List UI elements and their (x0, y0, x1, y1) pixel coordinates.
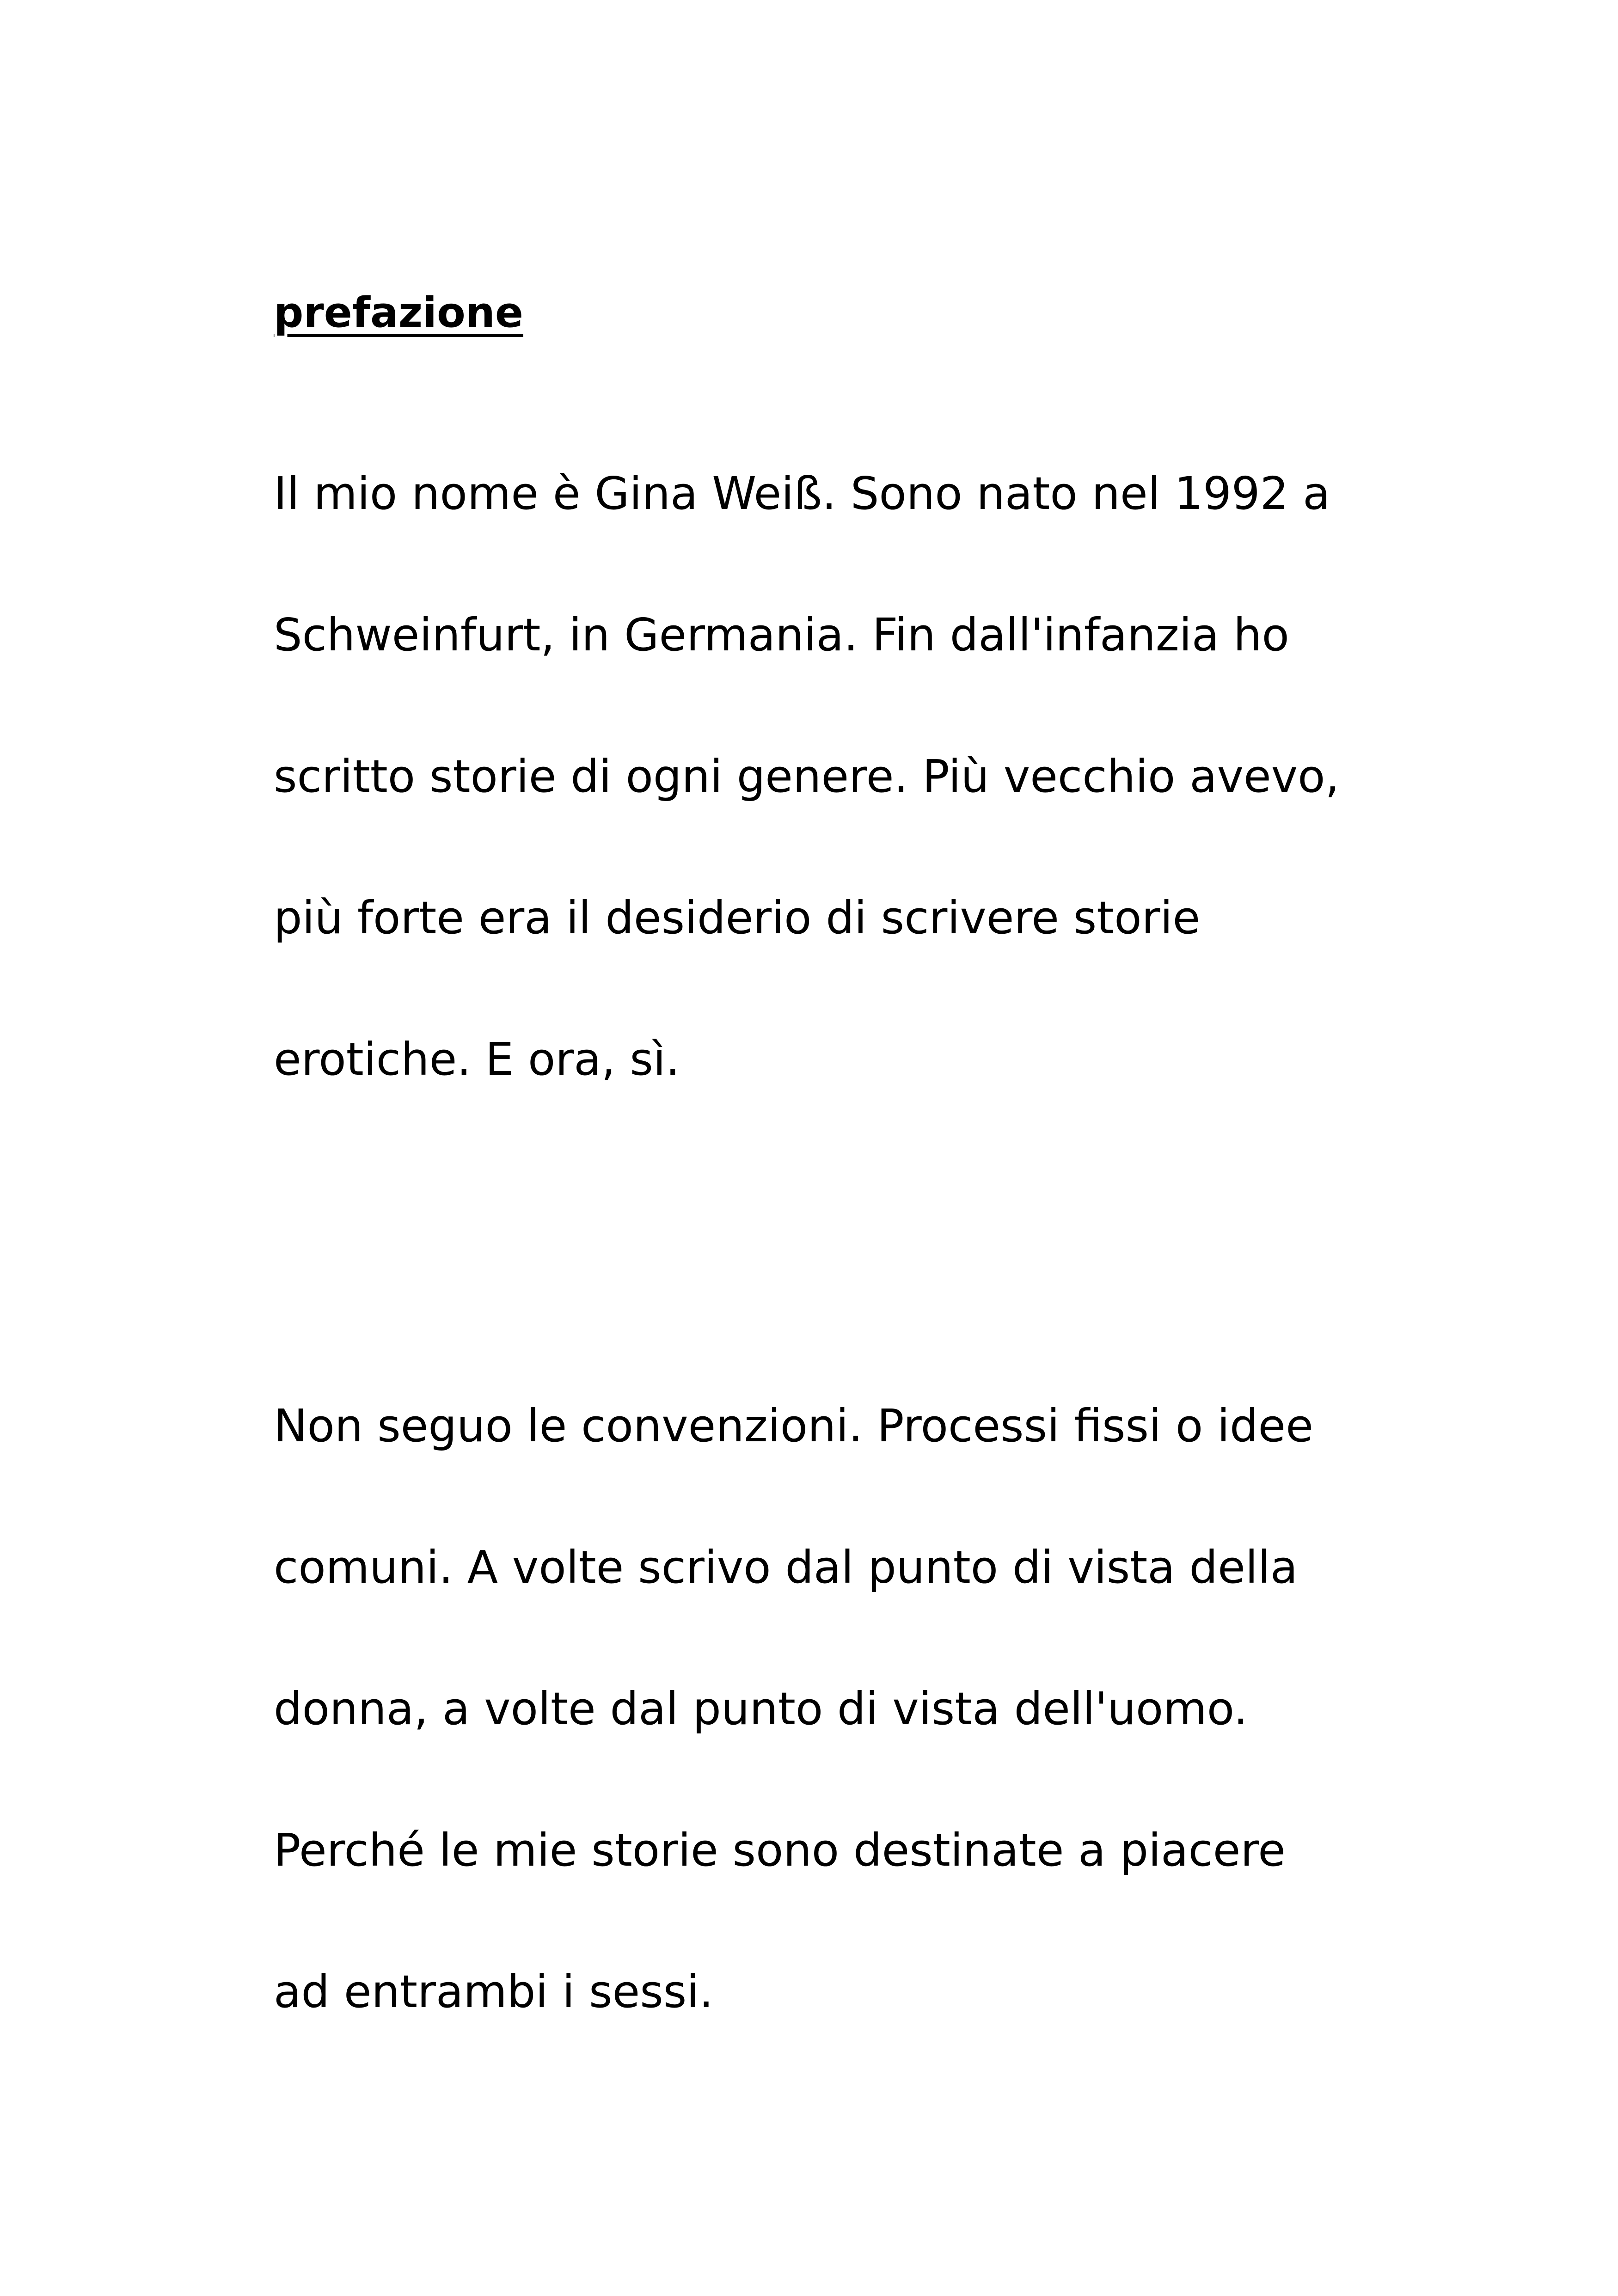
text-line: Perché le mie storie sono destinate a piacere (274, 1824, 1286, 1876)
paragraph-1 (274, 423, 1383, 1130)
text-line: scritto storie di ogni genere. Più vecchio avevo, (274, 750, 1340, 802)
text-line: comuni. A volte scrivo dal punto di vista della (274, 1541, 1298, 1593)
text-line: Schweinfurt, in Germania. Fin dall'infanzia ho (274, 609, 1289, 661)
text-line: donna, a volte dal punto di vista dell'uomo. (274, 1683, 1248, 1735)
text-line: erotiche. E ora, sì. (274, 1033, 680, 1085)
page-title: prefazione (274, 288, 523, 337)
text-line: Non seguo le convenzioni. Processi fissi o idee (274, 1400, 1313, 1452)
paragraph-2 (274, 1355, 1383, 2063)
text-line: ad entrambi i sessi. (274, 1965, 714, 2018)
text-line: più forte era il desiderio di scrivere storie (274, 892, 1201, 944)
text-line: Il mio nome è Gina Weiß. Sono nato nel 1992 a (274, 467, 1330, 520)
